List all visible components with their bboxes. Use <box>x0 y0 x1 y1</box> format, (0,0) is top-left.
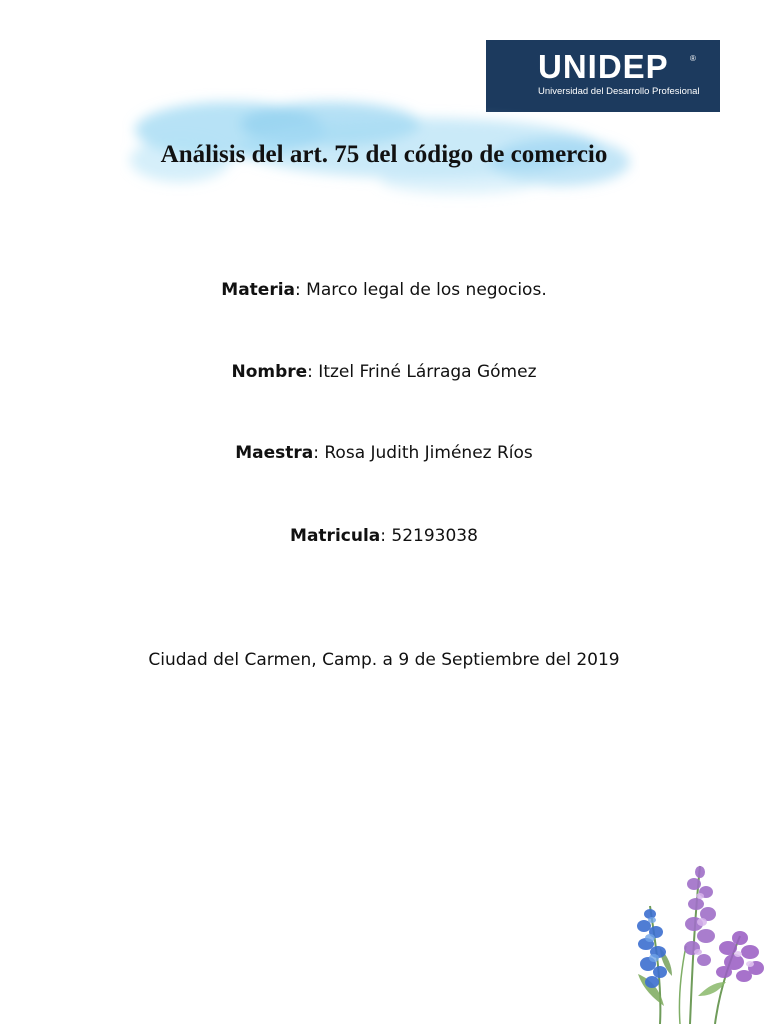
field-separator: : <box>380 526 386 546</box>
field-label: Nombre <box>231 362 308 382</box>
field-label: Matricula <box>290 526 381 546</box>
field-separator: : <box>313 443 319 463</box>
logo-subtitle: Universidad del Desarrollo Profesional <box>538 86 700 97</box>
place-and-date: Ciudad del Carmen, Camp. a 9 de Septiembre del 2019 <box>148 650 620 670</box>
logo-registered-mark: ® <box>690 54 696 63</box>
field-value: Rosa Judith Jiménez Ríos <box>318 443 533 463</box>
lavender-flowers-icon <box>620 856 768 1024</box>
field-nombre <box>0 361 768 383</box>
field-materia <box>0 279 768 301</box>
field-value: Marco legal de los negocios. <box>300 280 547 300</box>
field-value: 52193038 <box>386 526 478 546</box>
field-separator: : <box>307 362 313 382</box>
field-label: Materia <box>221 280 296 300</box>
logo-wordmark: UNIDEP <box>538 48 669 85</box>
field-separator: : <box>295 280 301 300</box>
field-value: Itzel Friné Lárraga Gómez <box>312 362 537 382</box>
document-title: Análisis del art. 75 del código de comercio <box>160 141 608 168</box>
field-matricula <box>0 525 768 547</box>
field-maestra <box>0 442 768 464</box>
field-label: Maestra <box>235 443 314 463</box>
